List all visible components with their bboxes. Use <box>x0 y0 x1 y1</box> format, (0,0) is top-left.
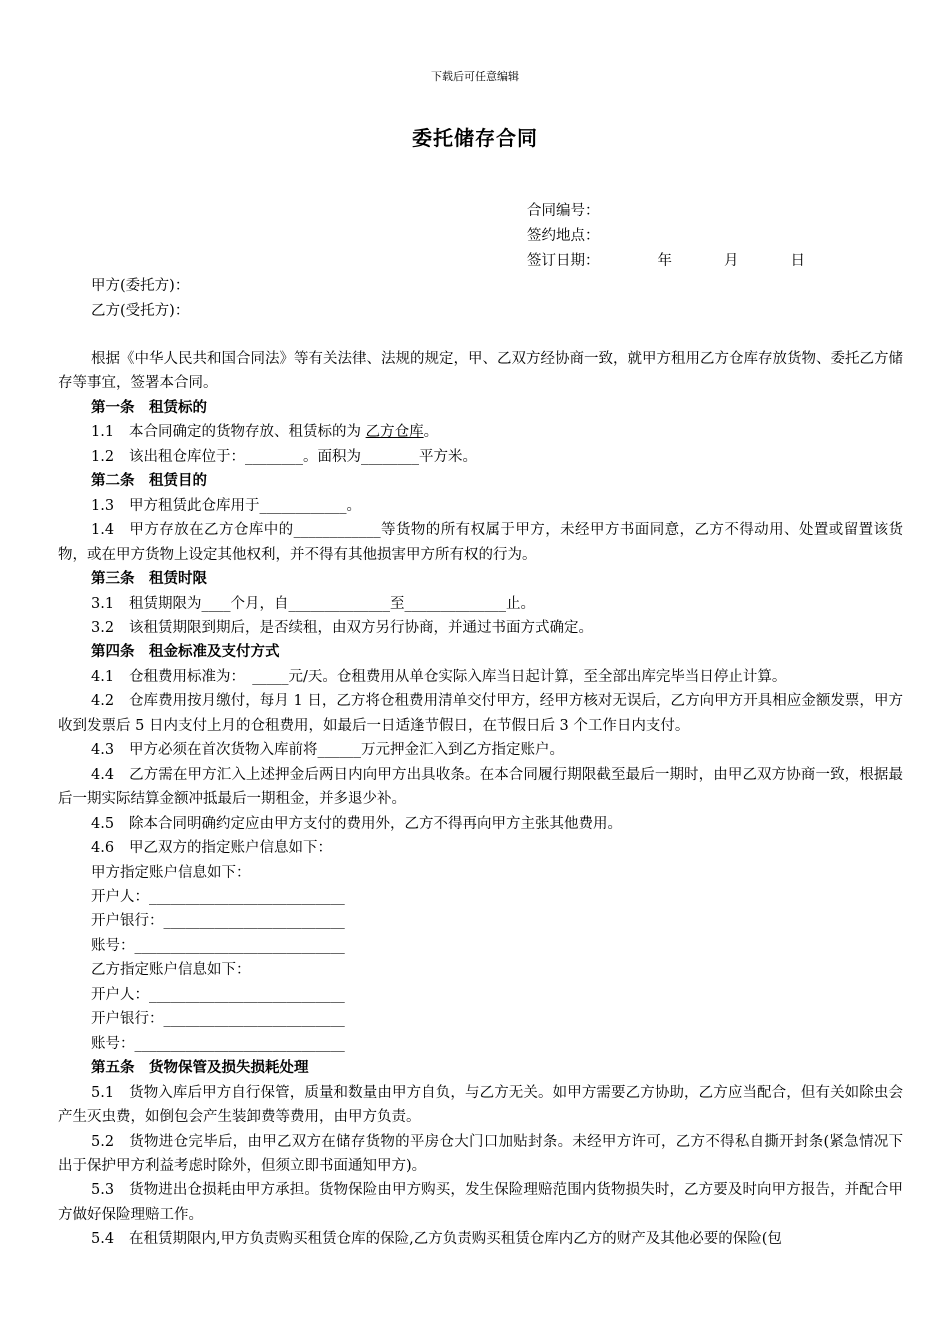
clause-text: 甲方存放在乙方仓库中的____________等货物的所有权属于甲方，未经甲方书面同意，乙方不得动用、处置或留置该货物，或在甲方货物上设定其他权利，并不得有其他损害甲方所有权的行为。 <box>58 522 903 563</box>
clause-number: 4.2 <box>91 693 115 710</box>
clause-number: 5.4 <box>91 1231 115 1248</box>
clause-1-2 <box>58 445 903 469</box>
clause-text: 除本合同明确约定应由甲方支付的费用外，乙方不得再向甲方主张其他费用。 <box>129 815 622 832</box>
article-4-title: 第四条 租金标准及支付方式 <box>91 643 280 661</box>
clause-5-4 <box>58 1227 903 1251</box>
clause-number: 4.4 <box>91 766 115 783</box>
signing-date-field <box>527 249 805 274</box>
clause-number: 3.1 <box>91 595 115 612</box>
clause-number: 4.6 <box>91 840 115 857</box>
clause-text: 货物进仓完毕后，由甲乙双方在储存货物的平房仓大门口加贴封条。未经甲方许可，乙方不得私自撕开封条(紧急情况下出于保护甲方利益考虑时除外，但须立即书面通知甲方)。 <box>58 1133 903 1174</box>
clause-text: 乙方需在甲方汇入上述押金后两日内向甲方出具收条。在本合同履行期限截至最后一期时，由甲乙双方协商一致，根据最后一期实际结算金额冲抵最后一期租金，并多退少补。 <box>58 766 903 808</box>
party-b-account-holder: 开户人：___________________________ <box>91 986 345 1003</box>
clause-3-1 <box>58 592 903 616</box>
clause-text: 仓库费用按月缴付，每月 1 日，乙方将仓租费用清单交付甲方，经甲方核对无误后，乙方向甲方开具相应金额发票，甲方收到发票后 5 日内支付上月的仓租费用，如最后一日适逢节假日，在节假日后 3 个工作日内支付。 <box>58 693 903 734</box>
party-a-account-number: 账号：_____________________________ <box>91 937 345 954</box>
party-a-account-heading: 甲方指定账户信息如下： <box>91 864 251 881</box>
clause-text: 货物进出仓损耗由甲方承担。货物保险由甲方购买，发生保险理赔范围内货物损失时，乙方要及时向甲方报告，并配合甲方做好保险理赔工作。 <box>58 1182 903 1223</box>
article-5-title: 第五条 货物保管及损失损耗处理 <box>91 1059 309 1077</box>
party-b-account-number: 账号：_____________________________ <box>91 1035 345 1052</box>
clause-number: 3.2 <box>91 619 115 636</box>
clause-4-1 <box>58 665 903 689</box>
clause-number: 1.3 <box>91 497 115 514</box>
clause-number: 4.1 <box>91 668 115 685</box>
clause-text: 该出租仓库位于：________。面积为________平方米。 <box>129 448 477 465</box>
clause-text: 甲方必须在首次货物入库前将______万元押金汇入到乙方指定账户。 <box>129 742 564 759</box>
contract-body <box>58 347 903 1252</box>
clause-1-1 <box>58 420 903 444</box>
article-1-title: 第一条 租赁标的 <box>91 398 207 416</box>
month-label: 月 <box>724 253 739 269</box>
preamble: 根据《中华人民共和国合同法》等有关法律、法规的规定，甲、乙双方经协商一致，就甲方租用乙方仓库存放货物、委托乙方储存等事宜，签署本合同。 <box>58 351 903 392</box>
clause-text: 该租赁期限到期后，是否续租，由双方另行协商，并通过书面方式确定。 <box>129 619 593 636</box>
clause-text: 租赁期限为____个月，自______________至______________止。 <box>129 595 535 612</box>
document-title: 委托储存合同 <box>412 126 538 150</box>
clause-text: 在租赁期限内,甲方负责购买租赁仓库的保险,乙方负责购买租赁仓库内乙方的财产及其他必要的保险(包 <box>129 1231 782 1248</box>
party-a-label: 甲方(委托方)： <box>91 278 190 294</box>
clause-text-end: 。 <box>423 424 439 441</box>
clause-4-4 <box>58 763 903 812</box>
clause-1-3 <box>58 494 903 518</box>
clause-number: 4.5 <box>91 815 115 832</box>
clause-5-3 <box>58 1178 903 1227</box>
article-3-title: 第三条 租赁时限 <box>91 570 207 588</box>
party-a-account-holder: 开户人：___________________________ <box>91 888 345 905</box>
clause-text: 货物入库后甲方自行保管，质量和数量由甲方自负，与乙方无关。如甲方需要乙方协助，乙方应当配合，但有关如除虫会产生灭虫费，如倒包会产生装卸费等费用，由甲方负责。 <box>58 1084 903 1126</box>
contract-meta <box>527 199 805 274</box>
party-b-label: 乙方(受托方)： <box>91 303 190 319</box>
clause-number: 5.3 <box>91 1182 115 1199</box>
year-label: 年 <box>657 253 672 269</box>
clause-4-6 <box>58 836 903 860</box>
article-2-title: 第二条 租赁目的 <box>91 472 207 490</box>
clause-number: 1.2 <box>91 448 115 465</box>
clause-4-3 <box>58 738 903 762</box>
signing-place-field: 签约地点： <box>527 228 600 244</box>
clause-1-4 <box>58 518 903 567</box>
clause-4-5 <box>58 812 903 836</box>
signing-date-label: 签订日期： <box>527 253 600 269</box>
clause-number: 4.3 <box>91 742 115 759</box>
clause-text: 仓租费用标准为： _____元/天。仓租费用从单仓实际入库当日起计算，至全部出库完毕当日停止计算。 <box>129 668 787 685</box>
clause-number: 5.1 <box>91 1084 115 1101</box>
clause-number: 1.4 <box>91 522 115 539</box>
clause-number: 1.1 <box>91 424 115 441</box>
party-b-account-heading: 乙方指定账户信息如下： <box>91 962 251 979</box>
day-label: 日 <box>790 253 805 269</box>
header-note: 下载后可任意编辑 <box>431 70 519 83</box>
clause-5-2 <box>58 1130 903 1179</box>
clause-text: 甲乙双方的指定账户信息如下： <box>129 840 332 857</box>
clause-text: 甲方租赁此仓库用于____________。 <box>129 497 361 514</box>
clause-5-1 <box>58 1081 903 1130</box>
contract-number-field: 合同编号： <box>527 203 600 219</box>
parties-block <box>91 274 189 324</box>
party-a-bank: 开户银行：_________________________ <box>91 913 345 930</box>
clause-4-2 <box>58 689 903 738</box>
clause-number: 5.2 <box>91 1133 115 1150</box>
clause-text: 本合同确定的货物存放、租赁标的为 <box>129 424 361 441</box>
party-b-bank: 开户银行：_________________________ <box>91 1011 345 1028</box>
lease-object-underlined: 乙方仓库 <box>365 424 424 441</box>
clause-3-2 <box>58 616 903 640</box>
